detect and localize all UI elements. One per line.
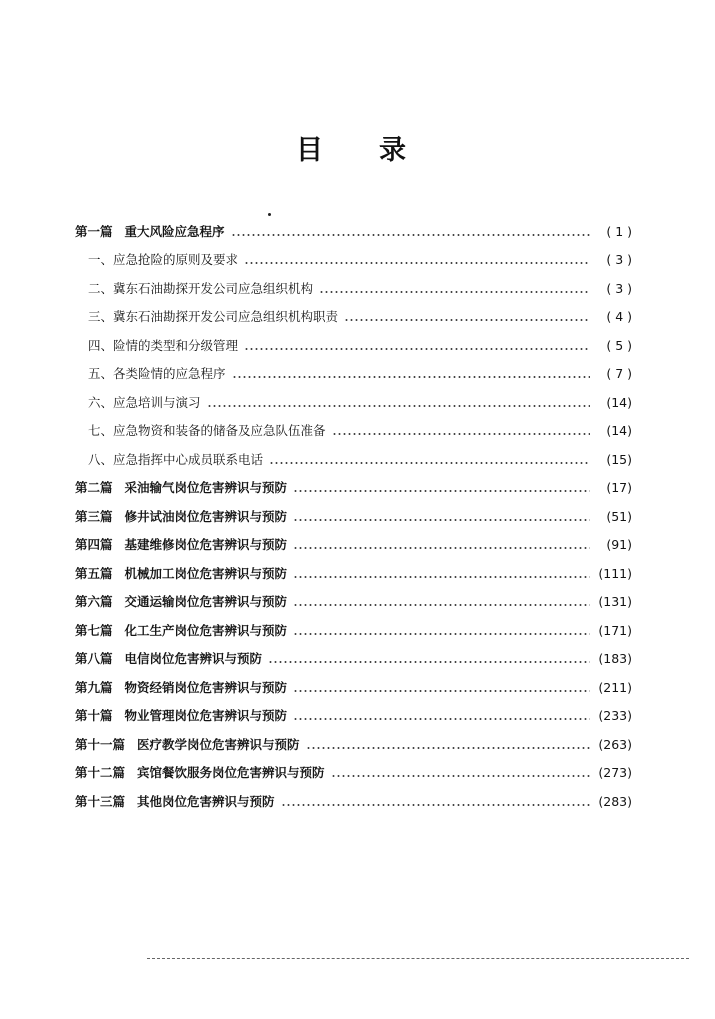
dot-leader <box>293 633 590 635</box>
toc-part-number: 第二篇 <box>75 480 113 495</box>
toc-page-number: ( 3 ) <box>606 281 632 296</box>
toc-entry-label <box>75 477 287 499</box>
toc-part-number: 第一篇 <box>75 224 113 239</box>
toc-entry-title: 机械加工岗位危害辨识与预防 <box>124 566 288 581</box>
toc-entry-title: 宾馆餐饮服务岗位危害辨识与预防 <box>137 765 325 780</box>
toc-page-number: (14) <box>606 423 632 438</box>
toc-entry-title: 化工生产岗位危害辨识与预防 <box>124 623 288 638</box>
dot-leader <box>207 405 590 407</box>
toc-section-row <box>0 420 715 442</box>
toc-page-number: (233) <box>598 708 632 723</box>
toc-entry-label <box>75 648 262 670</box>
dot-leader <box>293 690 590 692</box>
toc-page-number: (171) <box>598 623 632 638</box>
toc-part-row <box>0 221 715 243</box>
toc-page-number: ( 7 ) <box>606 366 632 381</box>
toc-part-row <box>0 734 715 756</box>
toc-part-row <box>0 677 715 699</box>
dot-leader <box>306 747 590 749</box>
dot-leader <box>332 433 590 435</box>
toc-entry-label <box>88 278 313 300</box>
dot-leader <box>269 462 590 464</box>
toc-entry-label <box>75 221 225 243</box>
toc-entry-label <box>75 791 275 813</box>
toc-part-number: 第十二篇 <box>75 765 126 780</box>
dot-leader <box>244 348 590 350</box>
toc-part-row <box>0 648 715 670</box>
toc-entry-title: 采油输气岗位危害辨识与预防 <box>124 480 288 495</box>
toc-part-row <box>0 477 715 499</box>
toc-part-number: 第十一篇 <box>75 737 126 752</box>
dot-leader <box>344 319 590 321</box>
toc-entry-label <box>88 363 226 385</box>
toc-section-row <box>0 449 715 471</box>
toc-page-number: (211) <box>598 680 632 695</box>
dot-leader <box>293 490 590 492</box>
toc-part-row <box>0 705 715 727</box>
toc-section-row <box>0 335 715 357</box>
toc-entry-title: 八、应急指挥中心成员联系电话 <box>88 452 264 467</box>
toc-entry-label <box>88 306 338 328</box>
toc-entry-label <box>75 762 325 784</box>
toc-entry-label <box>75 534 287 556</box>
toc-part-number: 第四篇 <box>75 537 113 552</box>
toc-page-number: ( 3 ) <box>606 252 632 267</box>
toc-entry-label <box>88 249 238 271</box>
toc-page-number: (111) <box>598 566 632 581</box>
toc-entry-title: 修井试油岗位危害辨识与预防 <box>124 509 288 524</box>
toc-part-row <box>0 591 715 613</box>
toc-part-number: 第六篇 <box>75 594 113 609</box>
toc-part-number: 第九篇 <box>75 680 113 695</box>
toc-entry-title: 重大风险应急程序 <box>124 224 225 239</box>
toc-entry-label <box>75 677 287 699</box>
title-char-1: 目 <box>296 135 323 166</box>
dot-leader <box>268 661 590 663</box>
toc-entry-title: 二、冀东石油勘探开发公司应急组织机构 <box>88 281 314 296</box>
toc-entry-title: 电信岗位危害辨识与预防 <box>124 651 263 666</box>
toc-page-number: (273) <box>598 765 632 780</box>
toc-entry-title: 六、应急培训与演习 <box>88 395 201 410</box>
toc-entry-title: 一、应急抢险的原则及要求 <box>88 252 239 267</box>
toc-section-row <box>0 363 715 385</box>
dot-leader <box>244 262 590 264</box>
toc-entry-label <box>75 734 300 756</box>
toc-part-row <box>0 762 715 784</box>
toc-part-row <box>0 563 715 585</box>
toc-entry-title: 其他岗位危害辨识与预防 <box>137 794 275 809</box>
toc-page-number: (91) <box>606 537 632 552</box>
toc-page-number: (14) <box>606 395 632 410</box>
toc-part-number: 第八篇 <box>75 651 113 666</box>
toc-page-number: (263) <box>598 737 632 752</box>
toc-page-number: (183) <box>598 651 632 666</box>
toc-part-row <box>0 620 715 642</box>
toc-entry-title: 物资经销岗位危害辨识与预防 <box>124 680 288 695</box>
dot-leader <box>232 376 590 378</box>
toc-entry-label <box>75 620 287 642</box>
toc-part-number: 第三篇 <box>75 509 113 524</box>
toc-part-number: 第七篇 <box>75 623 113 638</box>
toc-entry-title: 医疗教学岗位危害辨识与预防 <box>137 737 300 752</box>
dot-leader <box>293 576 590 578</box>
dot-leader <box>293 519 590 521</box>
toc-entry-title: 三、冀东石油勘探开发公司应急组织机构职责 <box>88 309 339 324</box>
toc-part-row <box>0 534 715 556</box>
dot-leader <box>293 718 590 720</box>
toc-entry-label <box>88 420 326 442</box>
toc-part-row <box>0 791 715 813</box>
toc-entry-title: 基建维修岗位危害辨识与预防 <box>124 537 288 552</box>
toc-entry-label <box>75 563 287 585</box>
dot-leader <box>231 234 590 236</box>
dot-leader <box>293 547 590 549</box>
toc-part-number: 第十三篇 <box>75 794 126 809</box>
footer-rule <box>147 958 689 959</box>
toc-page-number: (283) <box>598 794 632 809</box>
toc-section-row <box>0 392 715 414</box>
toc-part-number: 第十篇 <box>75 708 113 723</box>
toc-section-row <box>0 306 715 328</box>
toc-entry-label <box>75 506 287 528</box>
dot-leader <box>281 804 590 806</box>
toc-page-number: (15) <box>606 452 632 467</box>
toc-entry-title: 交通运输岗位危害辨识与预防 <box>124 594 288 609</box>
toc-entry-title: 五、各类险情的应急程序 <box>88 366 226 381</box>
toc-entry-title: 七、应急物资和装备的储备及应急队伍准备 <box>88 423 326 438</box>
toc-entry-label <box>88 449 263 471</box>
toc-page-number: (131) <box>598 594 632 609</box>
toc-page-number: ( 5 ) <box>606 338 632 353</box>
toc-part-number: 第五篇 <box>75 566 113 581</box>
toc-page-number: ( 1 ) <box>606 224 632 239</box>
dot-leader <box>293 604 590 606</box>
toc-entry-title: 物业管理岗位危害辨识与预防 <box>124 708 288 723</box>
toc-part-row <box>0 506 715 528</box>
toc-section-row <box>0 249 715 271</box>
dot-leader <box>319 291 590 293</box>
toc-entry-label <box>88 335 238 357</box>
dot-leader <box>331 775 590 777</box>
toc-page-number: (17) <box>606 480 632 495</box>
toc-section-row <box>0 278 715 300</box>
toc-page-number: (51) <box>606 509 632 524</box>
toc-entry-title: 四、险情的类型和分级管理 <box>88 338 239 353</box>
title-char-2: 录 <box>379 135 406 166</box>
toc-page-number: ( 4 ) <box>606 309 632 324</box>
toc-entry-label <box>75 591 287 613</box>
toc-entry-label <box>88 392 201 414</box>
toc-entry-label <box>75 705 287 727</box>
